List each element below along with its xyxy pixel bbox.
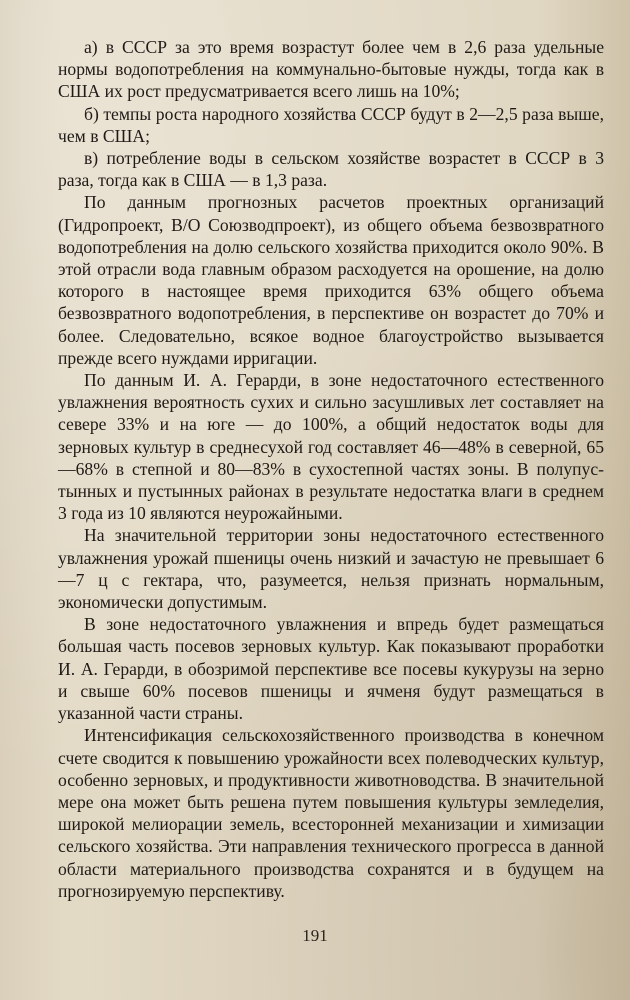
paragraph-intensification: Интенсификация сельскохозяйственного производства в конечном счете сводится к повышению урожайности всех полеводческих культур, особенно зерновых, и продуктивности животноводства. В значительной мере она может быть решена путем повышения культуры земледелия, широкой мелиорации земель, всесторонней механизации и химизации сельского хозяйства. Эти направления технического прогресса в данной области материального производства сохранятся и в будущем на прогнозируемую перспективу.	[58, 725, 604, 901]
page-number: 191	[302, 926, 328, 945]
paragraph-c: в) потребление воды в сельском хозяйстве возрастет в СССР в 3 раза, тогда как в США — в 1,3 раза.	[58, 148, 604, 191]
paragraph-wheat-yield: На значительной территории зоны недостаточного естественного увлажнения урожай пшеницы очень низкий и зачастую не превышает 6—7 ц с гектара, что, разумеется, нельзя признать нормальным, экономически допустимым.	[58, 525, 604, 613]
paragraph-grain-crops: В зоне недостаточного увлажнения и впредь будет размещаться большая часть посевов зерновых культур. Как показывают проработки И. А. Герарди, в обозримой перспективе все посевы кукурузы на зерно и свыше 60% посевов пшеницы и ячменя будут размещаться в указанной части страны.	[58, 614, 604, 724]
paragraph-a: а) в СССР за это время возрастут более чем в 2,6 раза удельные нормы водопотребления на коммунально-бытовые нужды, тогда как в США их рост предусматривается всего лишь на 10%;	[58, 37, 604, 102]
paragraph-gerardi-humidity: По данным И. А. Герарди, в зоне недостаточного естественного увлажнения вероятность сухих и сильно засушливых лет составляет на севере 33% и на юге — до 100%, а общий недостаток воды для зерновых культур в среднесухой год составляет 46—48% в северной, 65—68% в степной и 80—83% в сухостепной частях зоны. В полупустынных и пустынных районах в результате недостатка влаги в среднем 3 года из 10 являются неурожайными.	[58, 370, 604, 524]
body-text	[58, 36, 604, 902]
paragraph-b: б) темпы роста народного хозяйства СССР будут в 2—2,5 раза выше, чем в США;	[58, 103, 604, 146]
paragraph-forecast: По данным прогнозных расчетов проектных организаций (Гидропроект, В/О Союзводпроект), из общего объема безвозвратного водопотребления на долю сельского хозяйства приходится около 90%. В этой отрасли вода главным образом расходуется на орошение, на долю которого в настоящее время приходится 63% общего объема безвозвратного водопотребления, в перспективе он возрастет до 70% и более. Следовательно, всякое водное благоустройство вызывается прежде всего нуждами ирригации.	[58, 192, 604, 368]
